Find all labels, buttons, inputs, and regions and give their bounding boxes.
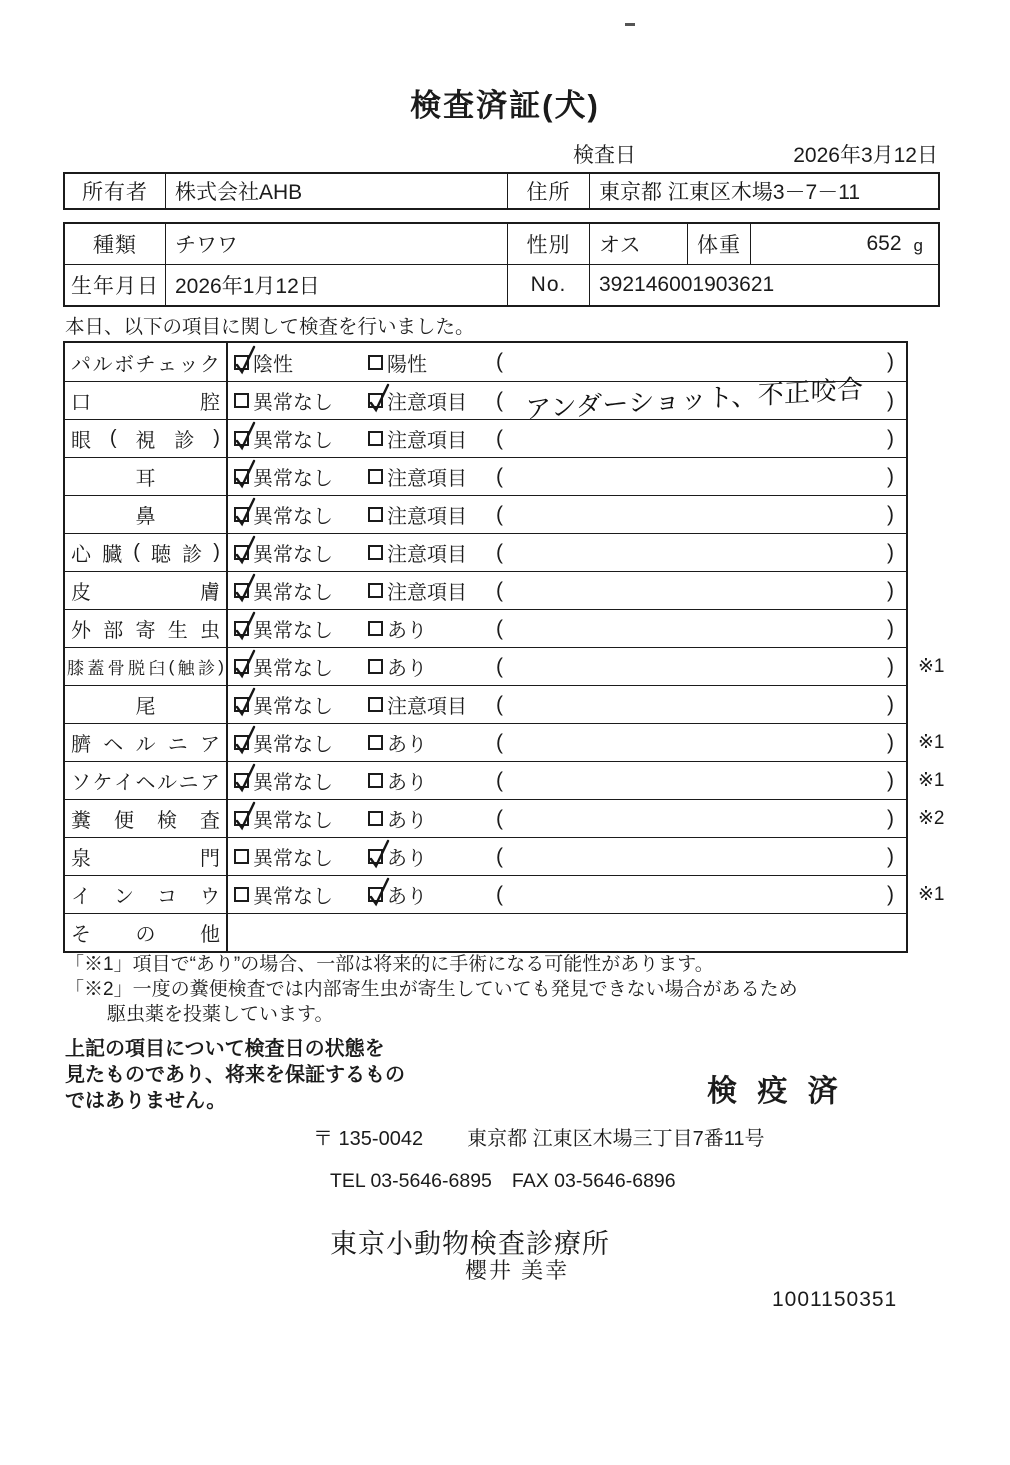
check-mark-icon: [232, 724, 258, 756]
exam-item-label: 臍 ヘ ル ニ ア: [65, 724, 228, 761]
exam-option-label: 異常なし: [253, 658, 333, 680]
owner-address-value: 東京都 江東区木場3－7－11: [589, 174, 938, 208]
sex-label: 性別: [507, 224, 589, 264]
exam-option-label: あり: [387, 620, 427, 642]
clinic-tel-line: [330, 1170, 676, 1193]
scan-artifact-mark: [625, 23, 635, 26]
checkbox-unchecked: [368, 659, 383, 674]
check-mark-icon: [232, 648, 258, 680]
clinic-postal-line: [313, 1122, 765, 1151]
checkbox-checked: [234, 431, 249, 446]
checkbox-unchecked: [234, 849, 249, 864]
note-paren-open: (: [496, 350, 503, 373]
exam-row-content: [228, 800, 906, 837]
check-mark-icon: [232, 572, 258, 604]
exam-option-label: 異常なし: [253, 468, 333, 490]
check-mark-icon: [232, 610, 258, 642]
exam-option-label: 陽性: [387, 353, 427, 376]
note-paren-open: (: [496, 578, 503, 602]
footnote-reference: ※1: [918, 770, 945, 791]
checkbox-checked: [234, 773, 249, 788]
exam-option-label: あり: [387, 772, 427, 794]
birthdate-value: 2026年1月12日: [165, 265, 507, 305]
exam-option-label: 注意項目: [387, 506, 467, 528]
exam-row: [65, 875, 945, 913]
exam-option: [368, 538, 496, 567]
clinic-name: 東京小動物検査診療所: [330, 1229, 610, 1259]
intro-text: 本日、以下の項目に関して検査を行いました。: [65, 316, 475, 338]
exam-option-label: 異常なし: [253, 544, 333, 566]
owner-address-label: 住所: [507, 174, 589, 208]
note-paren-close: ): [887, 350, 894, 373]
weight-unit: g: [913, 235, 923, 255]
check-mark-icon: [232, 496, 258, 528]
exam-option: [368, 728, 496, 757]
exam-option: [368, 462, 496, 491]
footnote-line: 「※1」項目で“あり”の場合、一部は将来的に手術になる可能性があります。: [65, 954, 714, 975]
note-paren-open: (: [496, 540, 503, 564]
checkbox-checked: [368, 887, 383, 902]
footnote-line: 「※2」一度の糞便検査では内部寄生虫が寄生していても発見できない場合があるため: [65, 979, 798, 1000]
exam-row-content: [228, 420, 906, 457]
disclaimer-line-1: 上記の項目について検査日の状態を: [65, 1038, 385, 1060]
checkbox-unchecked: [234, 393, 249, 408]
disclaimer-line-3: ではありません。: [65, 1090, 227, 1112]
checkbox-checked: [234, 621, 249, 636]
exam-option-label: 異常なし: [253, 886, 333, 908]
exam-row: [65, 761, 945, 799]
note-paren-close: ): [887, 464, 894, 488]
note-paren-close: ): [887, 768, 894, 792]
inspection-date-value: 2026年3月12日: [793, 144, 938, 167]
exam-row-content: [228, 838, 906, 875]
note-paren-close: ): [887, 426, 894, 450]
exam-row-content: [228, 458, 906, 495]
checkbox-unchecked: [368, 431, 383, 446]
exam-row-content: [228, 534, 906, 571]
exam-option: [234, 804, 368, 833]
exam-option: [234, 348, 368, 377]
clinic-address: 東京都 江東区木場三丁目7番11号: [467, 1128, 765, 1150]
note-paren-open: (: [496, 388, 503, 412]
animal-table: [63, 222, 940, 307]
weight-label: 体重: [687, 224, 750, 264]
clinic-fax: FAX 03-5646-6896: [511, 1170, 676, 1192]
checkbox-unchecked: [368, 507, 383, 522]
id-number-value: 392146001903621: [589, 265, 938, 305]
document-serial-number: 1001150351: [772, 1288, 898, 1311]
exam-option-label: 注意項目: [387, 430, 467, 452]
breed-value: チワワ: [165, 224, 507, 264]
exam-option: [368, 652, 496, 681]
exam-option: [234, 538, 368, 567]
footnote-line: 駆虫薬を投薬しています。: [107, 1004, 334, 1025]
exam-row: [65, 373, 906, 425]
exam-row-content: [228, 914, 906, 951]
note-paren-close: ): [887, 388, 894, 412]
exam-row-content: [228, 648, 906, 685]
exam-option: [368, 842, 496, 871]
exam-option: [234, 576, 368, 605]
checkbox-checked: [234, 659, 249, 674]
exam-option: [234, 690, 368, 719]
exam-row: [65, 571, 906, 609]
owner-value: 株式会社AHB: [165, 174, 507, 208]
id-number-label: No.: [507, 265, 589, 305]
exam-row-content: [228, 876, 906, 913]
exam-row: [65, 419, 906, 457]
note-paren-close: ): [887, 730, 894, 754]
breed-label: 種類: [93, 234, 137, 257]
exam-option-label: 異常なし: [253, 582, 333, 604]
exam-row: [65, 609, 906, 647]
animal-row-2: [65, 264, 938, 305]
owner-label: 所有者: [82, 181, 148, 204]
exam-option-label: 異常なし: [253, 848, 333, 870]
footnote-reference: ※1: [918, 884, 945, 905]
exam-item-label: パ ル ボ チ ェ ッ ク: [65, 343, 228, 381]
exam-note-area: [503, 373, 887, 425]
exam-item-label: 耳: [65, 458, 228, 495]
clinic-postal-code: 〒 135-0042: [313, 1128, 424, 1150]
exam-option: [368, 804, 496, 833]
exam-option-label: 注意項目: [387, 468, 467, 490]
page-title: 検査済証(犬): [410, 88, 600, 123]
note-paren-close: ): [887, 578, 894, 602]
checkbox-checked: [234, 545, 249, 560]
exam-option: [234, 766, 368, 795]
weight-value-cell: [750, 224, 938, 264]
checkbox-checked: [368, 849, 383, 864]
checkbox-unchecked: [368, 811, 383, 826]
checkbox-checked: [234, 811, 249, 826]
exam-row: [65, 533, 906, 571]
checkbox-checked: [234, 507, 249, 522]
exam-item-label: 眼 ( 視 診 ): [65, 420, 228, 457]
exam-item-label: 泉 門: [65, 838, 228, 875]
owner-table: [63, 172, 940, 210]
note-paren-close: ): [887, 806, 894, 830]
exam-option-label: 異常なし: [253, 392, 333, 414]
exam-item-label: 膝 蓋 骨 脱 臼 ( 触 診 ): [65, 648, 228, 685]
exam-option-label: 異常なし: [253, 772, 333, 794]
exam-option: [234, 842, 368, 871]
note-paren-open: (: [496, 692, 503, 716]
note-paren-close: ): [887, 502, 894, 526]
checkbox-unchecked: [234, 887, 249, 902]
note-paren-close: ): [887, 692, 894, 716]
exam-item-label: 心 臓 ( 聴 診 ): [65, 534, 228, 571]
check-mark-icon: [232, 344, 258, 376]
exam-item-label: 鼻: [65, 496, 228, 533]
note-paren-open: (: [496, 768, 503, 792]
handwritten-note: アンダーショット、不正咬合: [525, 373, 865, 425]
exam-item-label: 糞 便 検 査: [65, 800, 228, 837]
exam-row: [65, 913, 906, 951]
birthdate-label: 生年月日: [71, 275, 159, 298]
exam-option-label: 異常なし: [253, 810, 333, 832]
exam-option-label: 陰性: [253, 353, 293, 376]
footnote-reference: ※1: [918, 732, 945, 753]
exam-option: [368, 424, 496, 453]
exam-option-label: 注意項目: [387, 544, 467, 566]
exam-item-label: そ の 他: [65, 914, 228, 951]
footnotes: [65, 952, 798, 1027]
exam-option: [234, 614, 368, 643]
exam-item-label: 外 部 寄 生 虫: [65, 610, 228, 647]
exam-option: [368, 576, 496, 605]
check-mark-icon: [232, 800, 258, 832]
exam-results-table: [63, 341, 945, 953]
checkbox-checked: [234, 355, 249, 370]
exam-row: [65, 495, 906, 533]
exam-option: [368, 690, 496, 719]
checkbox-unchecked: [368, 621, 383, 636]
checkbox-unchecked: [368, 545, 383, 560]
exam-option: [234, 880, 368, 909]
note-paren-open: (: [496, 616, 503, 640]
exam-row-content: [228, 496, 906, 533]
exam-option: [368, 500, 496, 529]
note-paren-open: (: [496, 426, 503, 450]
weight-value: 652: [866, 232, 902, 255]
note-paren-close: ): [887, 844, 894, 868]
exam-row-content: [228, 762, 906, 799]
check-mark-icon: [232, 534, 258, 566]
exam-option-label: あり: [387, 848, 427, 870]
exam-option: [368, 614, 496, 643]
check-mark-icon: [366, 382, 392, 414]
exam-item-label: ソ ケ イ ヘ ル ニ ア: [65, 762, 228, 799]
note-paren-close: ): [887, 616, 894, 640]
exam-option: [234, 424, 368, 453]
exam-option-label: あり: [387, 734, 427, 756]
note-paren-close: ): [887, 540, 894, 564]
note-paren-open: (: [496, 730, 503, 754]
disclaimer: [65, 1036, 405, 1114]
checkbox-unchecked: [368, 583, 383, 598]
check-mark-icon: [232, 686, 258, 718]
exam-option: [234, 652, 368, 681]
exam-row: [65, 457, 906, 495]
exam-row: [65, 799, 945, 837]
checkbox-unchecked: [368, 697, 383, 712]
footnote-reference: ※2: [918, 808, 945, 829]
exam-option: [234, 462, 368, 491]
veterinarian-name: 櫻井 美幸: [465, 1258, 570, 1283]
checkbox-checked: [234, 469, 249, 484]
exam-option: [368, 386, 496, 415]
exam-option-label: あり: [387, 886, 427, 908]
exam-option-label: あり: [387, 810, 427, 832]
checkbox-unchecked: [368, 355, 383, 370]
footnote-reference: ※1: [918, 656, 945, 677]
exam-option: [368, 348, 496, 377]
exam-row: [65, 685, 906, 723]
exam-option: [234, 386, 368, 415]
note-paren-close: ): [887, 882, 894, 906]
exam-option-label: 異常なし: [253, 430, 333, 452]
exam-row: [65, 723, 945, 761]
sex-value: オス: [589, 224, 687, 264]
check-mark-icon: [232, 458, 258, 490]
note-paren-open: (: [496, 654, 503, 678]
note-paren-open: (: [496, 502, 503, 526]
animal-row-1: [65, 224, 938, 264]
exam-row-content: [228, 724, 906, 761]
checkbox-checked: [234, 735, 249, 750]
exam-option-label: 異常なし: [253, 506, 333, 528]
check-mark-icon: [232, 420, 258, 452]
exam-option-label: 異常なし: [253, 734, 333, 756]
exam-row-content: [228, 373, 906, 425]
exam-option-label: 注意項目: [387, 696, 467, 718]
exam-item-label: イ ン コ ウ: [65, 876, 228, 913]
owner-row: [65, 174, 938, 208]
disclaimer-line-2: 見たものであり、将来を保証するもの: [65, 1064, 405, 1086]
note-paren-open: (: [496, 464, 503, 488]
exam-option-label: 異常なし: [253, 696, 333, 718]
note-paren-close: ): [887, 654, 894, 678]
exam-option: [368, 880, 496, 909]
exam-option-label: 注意項目: [387, 582, 467, 604]
quarantine-passed-stamp: 検 疫 済: [707, 1075, 844, 1108]
check-mark-icon: [366, 838, 392, 870]
checkbox-checked: [368, 393, 383, 408]
note-paren-open: (: [496, 882, 503, 906]
exam-option: [234, 728, 368, 757]
note-paren-open: (: [496, 806, 503, 830]
inspection-date-label: 検査日: [573, 144, 636, 167]
note-paren-open: (: [496, 844, 503, 868]
exam-option-label: あり: [387, 658, 427, 680]
exam-row-content: [228, 686, 906, 723]
check-mark-icon: [232, 762, 258, 794]
exam-row: [65, 647, 945, 685]
checkbox-unchecked: [368, 469, 383, 484]
clinic-tel: TEL 03-5646-6895: [330, 1170, 492, 1192]
exam-option: [368, 766, 496, 795]
exam-item-label: 尾: [65, 686, 228, 723]
checkbox-checked: [234, 583, 249, 598]
checkbox-unchecked: [368, 773, 383, 788]
exam-row: [65, 837, 906, 875]
exam-row-content: [228, 572, 906, 609]
exam-option-label: 注意項目: [387, 392, 467, 414]
checkbox-unchecked: [368, 735, 383, 750]
exam-option: [234, 500, 368, 529]
exam-item-label: 口 腔: [65, 382, 228, 419]
exam-option-label: 異常なし: [253, 620, 333, 642]
check-mark-icon: [366, 876, 392, 908]
exam-row-content: [228, 610, 906, 647]
exam-item-label: 皮 膚: [65, 572, 228, 609]
checkbox-checked: [234, 697, 249, 712]
